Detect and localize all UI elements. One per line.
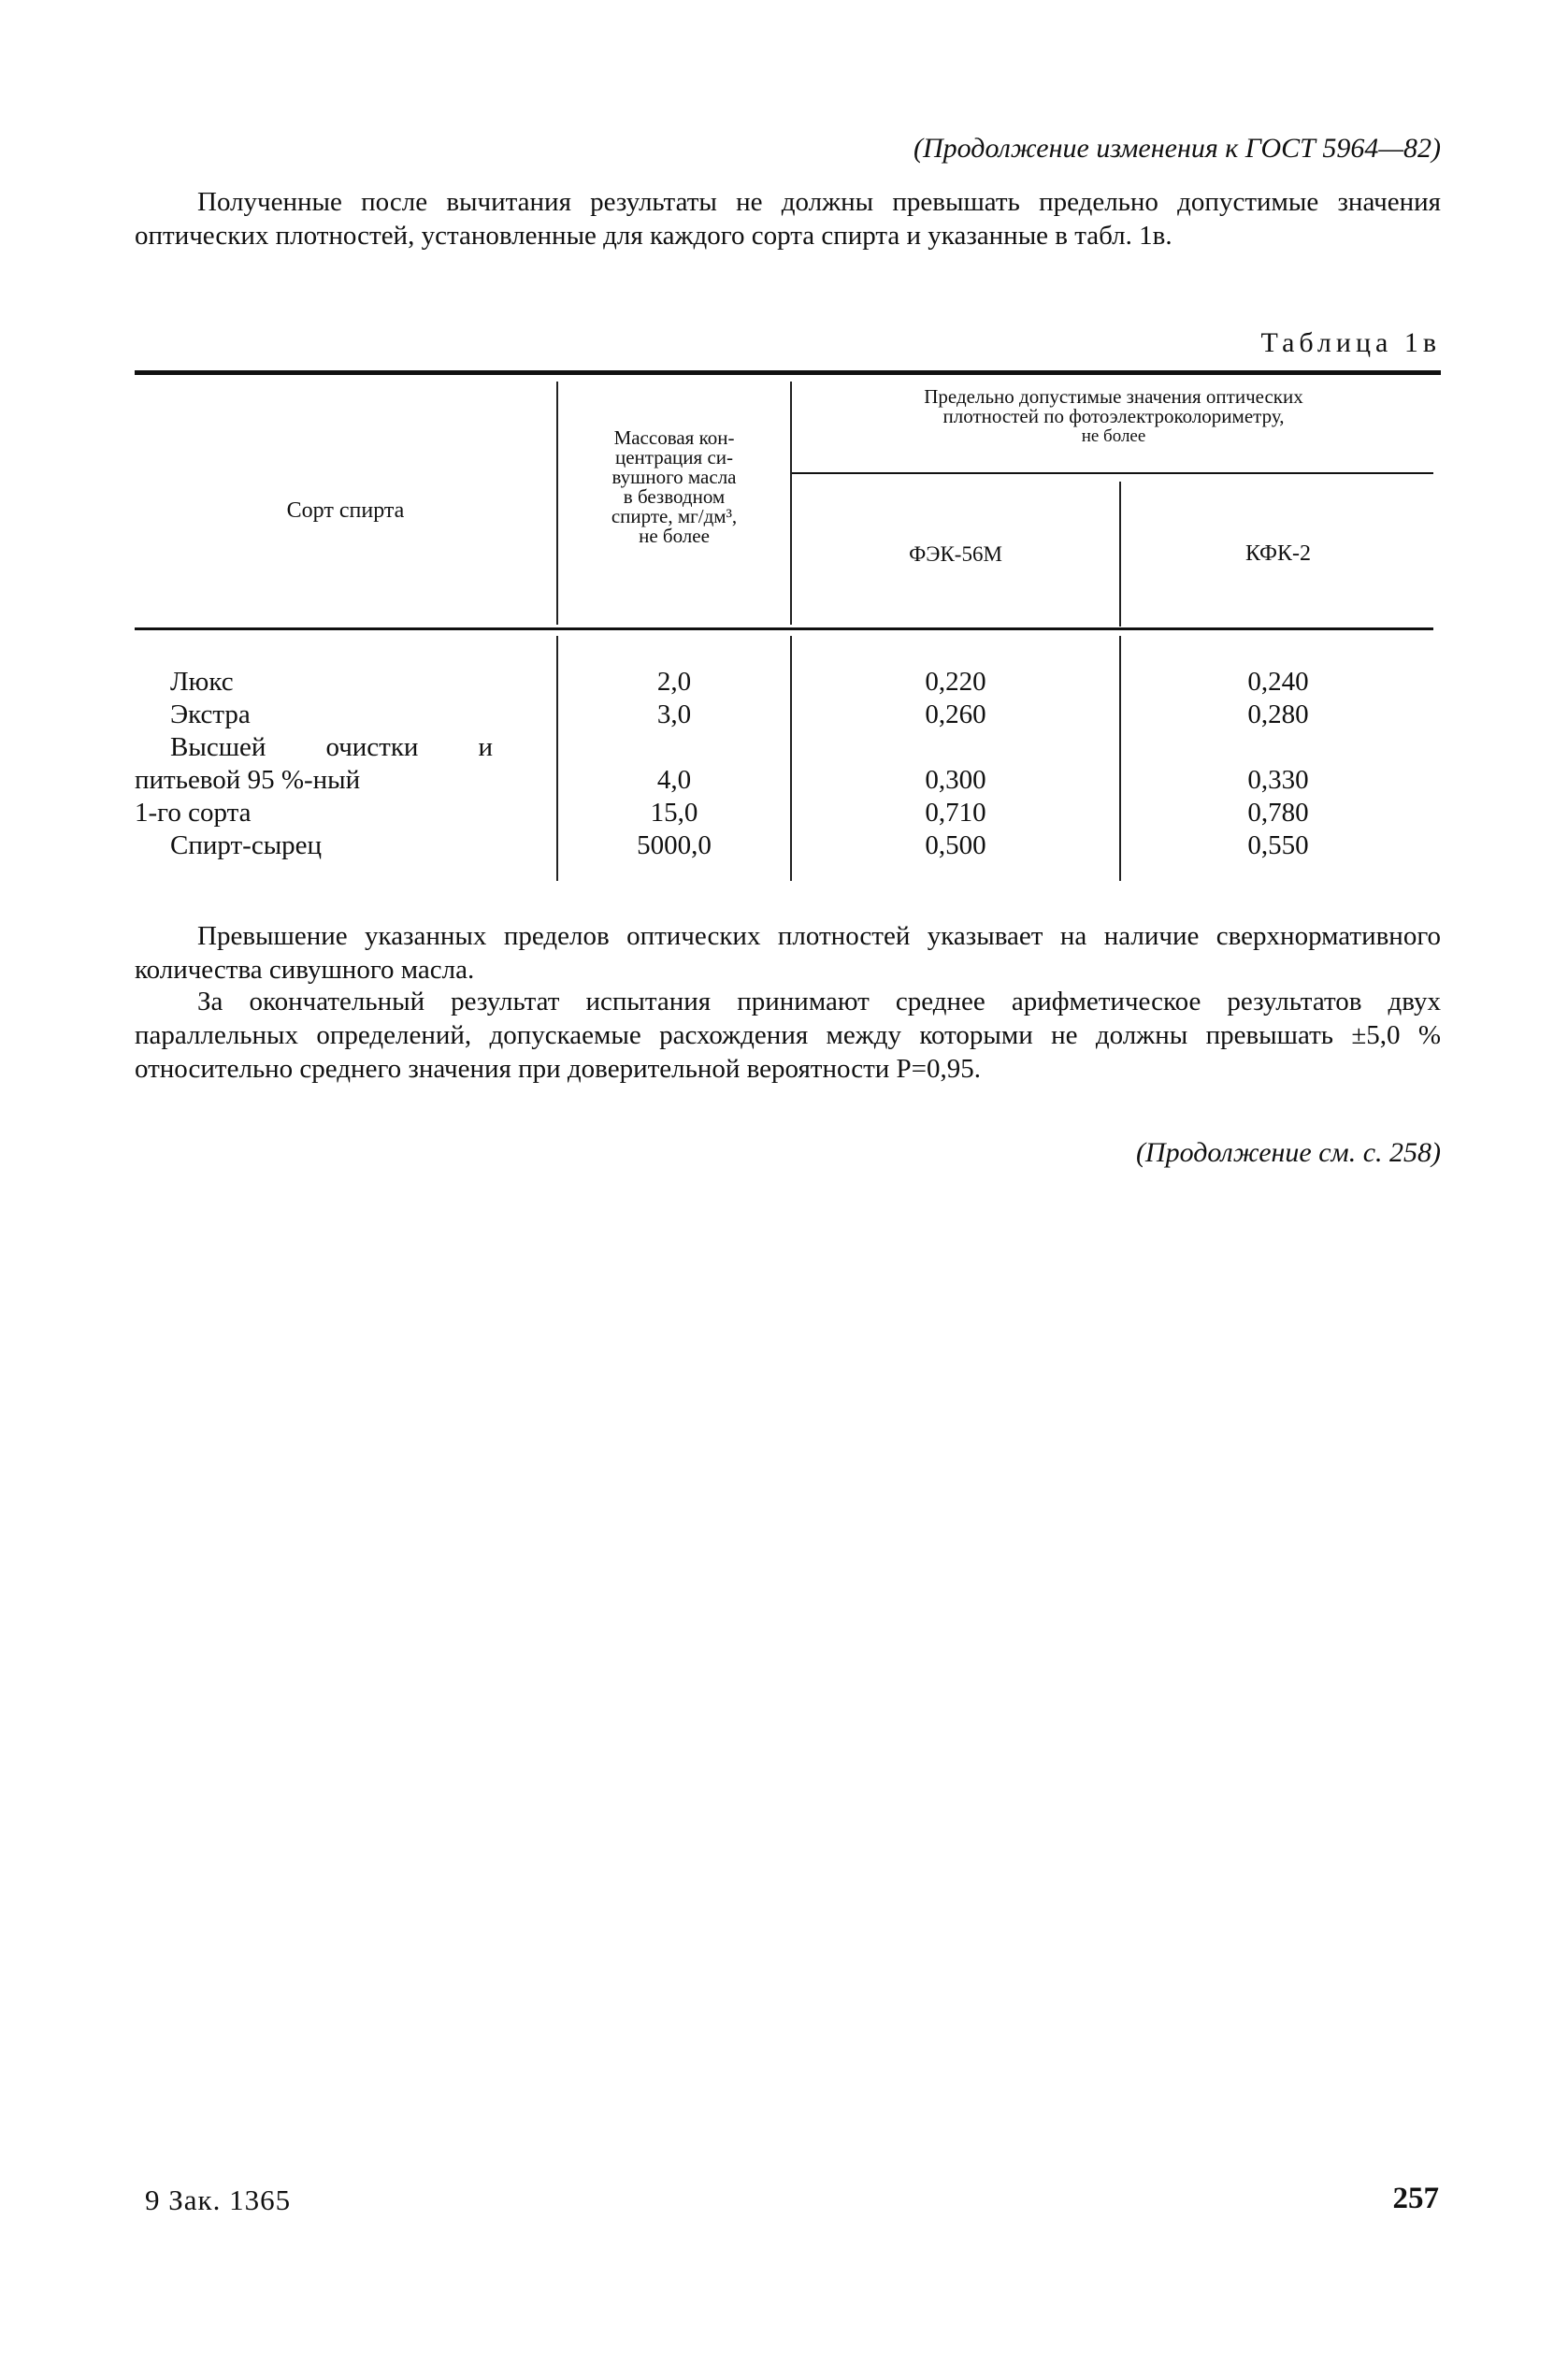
- row-kfk: 0,550: [1247, 830, 1309, 860]
- paragraph-intro-text: Полученные после вычитания результаты не должны превышать предельно допустимые значения оптических плотностей, установленные для каждого сорта спирта и указанные в табл. 1в.: [135, 187, 1441, 251]
- row-grade: Высшей очистки и: [170, 732, 493, 762]
- row-fek: 0,500: [925, 830, 986, 860]
- row-concentration: 4,0: [656, 765, 692, 795]
- row-concentration: 3,0: [656, 699, 692, 729]
- header-line: центрация си-: [615, 446, 733, 468]
- row-grade: 1-го сорта: [135, 798, 252, 828]
- footer-order: 9 Зак. 1365: [145, 2184, 292, 2216]
- header-line: Массовая кон-: [613, 426, 735, 449]
- header-line: вушного масла: [611, 466, 737, 488]
- row-kfk: 0,330: [1247, 765, 1309, 795]
- row-kfk: 0,280: [1247, 699, 1309, 729]
- row-grade: Экстра: [170, 699, 251, 729]
- row-fek: 0,260: [925, 699, 986, 729]
- row-kfk: 0,240: [1247, 667, 1309, 697]
- page-number: 257: [1392, 2182, 1439, 2215]
- header-kfk-2: КФК-2: [1245, 541, 1311, 566]
- row-fek: 0,220: [925, 667, 986, 697]
- paragraph-exceedance: [135, 919, 1441, 987]
- row-kfk: 0,780: [1247, 798, 1309, 828]
- row-concentration: 2,0: [656, 667, 692, 697]
- row-grade: Спирт-сырец: [170, 830, 323, 860]
- table-top-rule: [135, 370, 1441, 375]
- paragraph-intro: [135, 185, 1441, 252]
- row-concentration: 5000,0: [637, 830, 712, 860]
- paragraph-result-text: За окончательный результат испытания принимают среднее арифметическое результатов двух параллельных определений, допускаемые расхождения между которыми не должны превышать ±5,0 % относительно среднего значения при доверительной вероятности P=0,95.: [135, 987, 1441, 1084]
- header-line: не более: [639, 525, 710, 547]
- table-header-rule: [135, 627, 1433, 630]
- header-optical-density: [792, 387, 1435, 446]
- header-line: в безводном: [623, 485, 726, 508]
- header-line: не более: [1081, 426, 1146, 446]
- header-line: плотностей по фотоэлектроколориметру,: [942, 405, 1285, 427]
- row-fek: 0,710: [925, 798, 986, 828]
- header-fek-56m: ФЭК-56М: [909, 542, 1002, 566]
- row-grade: Люкс: [170, 667, 234, 697]
- table-caption: Таблица 1в: [1260, 327, 1441, 358]
- row-fek: 0,300: [925, 765, 986, 795]
- header-grade: Сорт спирта: [286, 498, 405, 523]
- table-sub-rule: [790, 472, 1433, 474]
- row-concentration: 15,0: [650, 798, 698, 828]
- row-grade: питьевой 95 %-ный: [135, 765, 361, 795]
- paragraph-result: [135, 985, 1441, 1086]
- paragraph-exceedance-text: Превышение указанных пределов оптических плотностей указывает на наличие сверхнормативного количества сивушного масла.: [135, 921, 1441, 985]
- header-concentration: [558, 428, 790, 546]
- continuation-note: (Продолжение см. с. 258): [1135, 1137, 1441, 1168]
- running-header: (Продолжение изменения к ГОСТ 5964—82): [913, 133, 1441, 164]
- header-line: Предельно допустимые значения оптических: [924, 385, 1303, 408]
- header-line: спирте, мг/дм³,: [611, 505, 738, 527]
